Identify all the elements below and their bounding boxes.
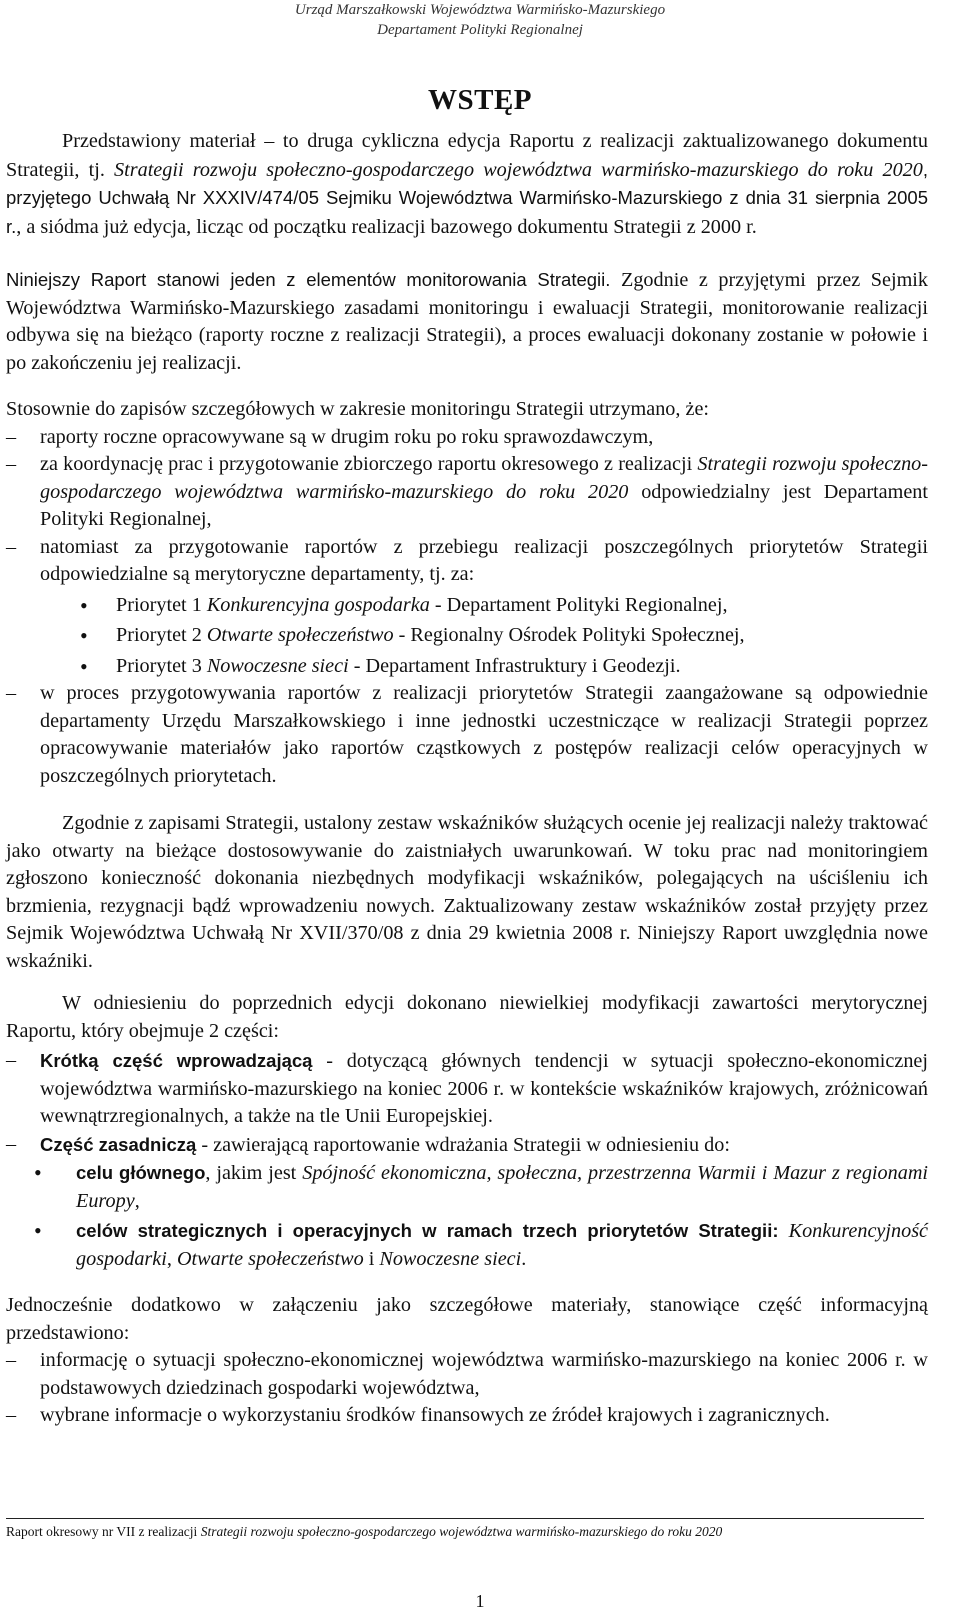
list-item: – w proces przygotowywania raportów z realizacji priorytetów Strategii zaangażowane są odpowiednie departamenty Urzędu Marszałkowskiego i inne jednostki uczestniczące w realizacji Strategii poprzez opracowywanie materiałów jako raportów cząstkowych z postępów realizacji celów operacyjnych w poszczególnych priorytetach. <box>6 682 928 787</box>
list-item: – Krótką część wprowadzającą - dotyczącą głównych tendencji w sytuacji społeczno-ekonomicznej województwa warmińsko-mazurskiego na koniec 2006 r. w kontekście wskaźników krajowych, zróżnicowań wewnątrzregionalnych, a także na tle Unii Europejskiej. <box>6 1049 928 1127</box>
monitoring-rules-section <box>6 396 928 790</box>
monitoring-rules-intro: Stosownie do zapisów szczegółowych w zakresie monitoringu Strategii utrzymano, że: <box>6 398 710 420</box>
list-item: – za koordynację prac i przygotowanie zbiorczego raportu okresowego z realizacji Strategii rozwoju społeczno-gospodarczego województwa warmińsko-mazurskiego do roku 2020 odpowiedzialny jest Departament Polityki Regionalnej, <box>6 453 928 530</box>
attachments-section <box>6 1292 928 1430</box>
list-item: – raporty roczne opracowywane są w drugim roku po roku sprawozdawczym, <box>6 425 654 448</box>
indicators-paragraph: Zgodnie z zapisami Strategii, ustalony zestaw wskaźników służących ocenie jej realizacji należy traktować jako otwarty na bieżące dostosowywanie do zaistniałych uwarunkowań. W toku prac nad monitoringiem zgłoszono konieczność dokonania niezbędnych modyfikacji wskaźników, polegających na uściśleniu ich brzmienia, rezygnacji bądź wprowadzeniu nowych. Zaktualizowany zestaw wskaźników został przyjęty przez Sejmik Województwa Uchwałą Nr XVII/370/08 z dnia 29 kwietnia 2008 r. Niniejszy Raport uwzględnia nowe wskaźniki. <box>6 812 928 972</box>
footer-divider <box>6 1518 924 1519</box>
monitoring-paragraph: Niniejszy Raport stanowi jeden z elementów monitorowania Strategii. Zgodnie z przyjętymi przez Sejmik Województwa Warmińsko-Mazurskiego zasadami monitoringu i ewaluacji Strategii, monitorowanie realizacji odbywa się na bieżąco (raporty roczne z realizacji Strategii), a proces ewaluacji dokonany zostanie w połowie i po zakończeniu jej realizacji. <box>6 269 928 374</box>
intro-paragraph: Przedstawiony materiał – to druga cykliczna edycja Raportu z realizacji zaktualizowanego dokumentu Strategii, tj. Strategii rozwoju społeczno-gospodarczego województwa warmińsko-mazurskiego do roku 2020, przyjętego Uchwałą Nr XXXIV/474/05 Sejmiku Województwa Warmińsko-Mazurskiego z dnia 31 sierpnia 2005 r., a siódma już edycja, licząc od początku realizacji bazowego dokumentu Strategii z 2000 r. <box>6 130 928 238</box>
list-item: • Priorytet 2 Otwarte społeczeństwo - Regionalny Ośrodek Polityki Społecznej, <box>80 623 745 648</box>
list-item: • celów strategicznych i operacyjnych w ramach trzech priorytetów Strategii: Konkurencyjność gospodarki, Otwarte społeczeństwo i Nowoczesne sieci. <box>34 1218 929 1270</box>
list-item: • Priorytet 1 Konkurencyjna gospodarka - Departament Polityki Regionalnej, <box>80 592 728 618</box>
list-item: • celu głównego, jakim jest Spójność ekonomiczna, społeczna, przestrzenna Warmii i Mazur z regionami Europy, <box>34 1160 929 1212</box>
attachments-intro: Jednocześnie dodatkowo w załączeniu jako szczegółowe materiały, stanowiące część informacyjną przedstawiono: <box>6 1294 928 1344</box>
header-office: Urząd Marszałkowski Województwa Warmińsko-Mazurskiego <box>294 2 666 18</box>
list-item: – Część zasadniczą - zawierającą raportowanie wdrażania Strategii w odniesieniu do: <box>6 1132 730 1156</box>
report-structure-section <box>6 990 928 1273</box>
report-structure-intro: W odniesieniu do poprzednich edycji dokonano niewielkiej modyfikacji zawartości merytorycznej Raportu, który obejmuje 2 części: <box>6 992 928 1042</box>
list-item: – natomiast za przygotowanie raportów z przebiegu realizacji poszczególnych priorytetów Strategii odpowiedzialne są merytoryczne departamenty, tj. za: <box>6 535 928 585</box>
strategy-title: Strategii rozwoju społeczno-gospodarczego województwa warmińsko-mazurskiego do roku 2020 <box>114 158 923 181</box>
list-item: – informację o sytuacji społeczno-ekonomicznej województwa warmińsko-mazurskiego na koniec 2006 r. w podstawowych dziedzinach gospodarki województwa, <box>6 1349 928 1399</box>
list-item: – wybrane informacje o wykorzystaniu środków finansowych ze źródeł krajowych i zagranicznych. <box>6 1404 830 1426</box>
page-number: 1 <box>475 1591 485 1611</box>
page-title: WSTĘP <box>427 84 533 116</box>
header-department: Departament Polityki Regionalnej <box>377 22 583 38</box>
list-item: • Priorytet 3 Nowoczesne sieci - Departament Infrastruktury i Geodezji. <box>80 653 681 679</box>
footer: Raport okresowy nr VII z realizacji Strategii rozwoju społeczno-gospodarczego województwa warmińsko-mazurskiego do roku 2020 <box>6 1524 723 1539</box>
